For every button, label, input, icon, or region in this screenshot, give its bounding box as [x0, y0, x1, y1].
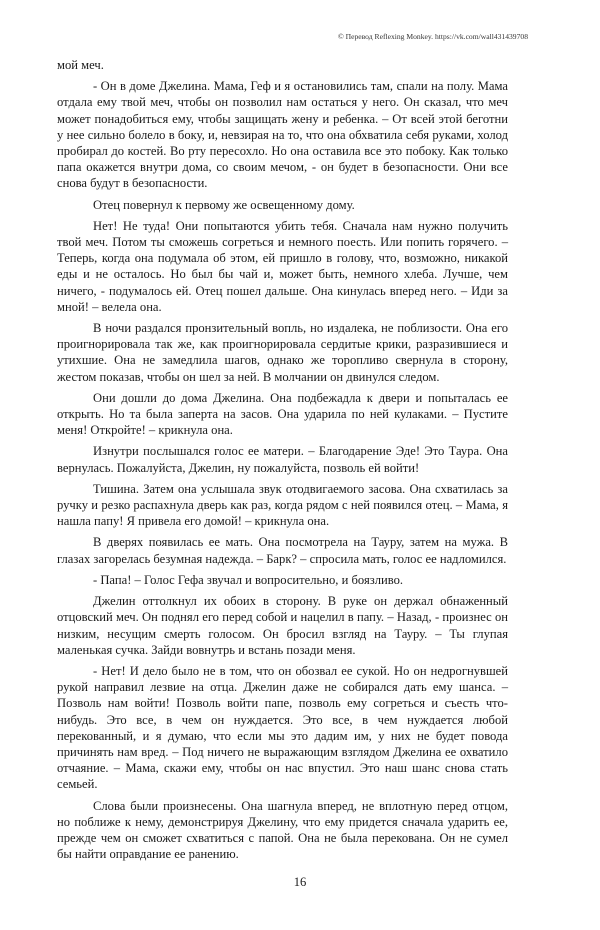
paragraph: - Папа! – Голос Гефа звучал и вопросительно, и боязливо.: [93, 572, 404, 587]
body-text: [57, 57, 508, 862]
paragraph: Тишина. Затем она услышала звук отодвигаемого засова. Она схватилась за ручку и резко распахнула дверь как раз, когда рядом с ней появился отец. – Мама, я нашла папу! Я привела его домой! – крикнула она.: [57, 481, 508, 529]
paragraph: Изнутри послышался голос ее матери. – Благодарение Эде! Это Таура. Она вернулась. Пожалуйста, Джелин, ну пожалуйста, позволь ей войти!: [57, 444, 508, 475]
paragraph: Они дошли до дома Джелина. Она подбежадла к двери и попыталась ее открыть. Но та была заперта на засов. Она ударила по ней кулаками. – Пустите меня! Откройте! – крикнула она.: [57, 390, 508, 438]
paragraph: Джелин оттолкнул их обоих в сторону. В руке он держал обнаженный отцовский меч. Он поднял его перед собой и нацелил в папу. – Назад, - произнес он низким, несущим смерть голосом. Он бросил взгляд на Тауру. – Ты глупая маленькая сучка. Зайди вовнутрь и встань позади меня.: [57, 594, 508, 657]
paragraph: Отец повернул к первому же освещенному дому.: [93, 197, 355, 212]
paragraph: Нет! Не туда! Они попытаются убить тебя. Сначала нам нужно получить твой меч. Потом ты сможешь согреться и немного поесть. Или попить горячего. – Теперь, когда она подумала об этом, ей пришло в голову, что, возможно, никакой еды и не осталось. Но был бы чай и, может быть, немного хлеба. Лучше, чем ничего, - подумалось ей. Отец пошел дальше. Она кинулась вперед него. – Иди за мной! – велела она.: [57, 218, 508, 314]
paragraph: В дверях появилась ее мать. Она посмотрела на Тауру, затем на мужа. В глазах загорелась безумная надежда. – Барк? – спросила мать, голос ее надломился.: [57, 535, 508, 566]
page-header-credit: © Перевод Reflexing Monkey. https://vk.com/wall431439708: [337, 32, 528, 41]
page-number: 16: [293, 875, 307, 890]
paragraph: Слова были произнесены. Она шагнула вперед, не вплотную перед отцом, но поближе к нему, демонстрируя Джелину, что ему придется сначала ударить ее, прежде чем он сможет схватиться с папой. Она не была перекована. Он не сумел бы найти оправдание ее ранению.: [57, 798, 508, 862]
paragraph: В ночи раздался пронзительный вопль, но издалека, не поблизости. Она его проигнорировала так же, как проигнорировала сердитые крики, разразившиеся и утихшие. Она не замедлила шагов, однако же торопливо свернула в сторону, жестом показав, чтобы он шел за ней. В молчании он двинулся следом.: [57, 321, 508, 384]
paragraph: - Он в доме Джелина. Мама, Геф и я остановились там, спали на полу. Мама отдала ему твой меч, чтобы он позволил нам остаться у него. Он сказал, что меч может понадобиться ему, чтобы защищать жену и ребенка. – От всей этой беготни у нее сильно болело в боку, и, невзирая на то, что она обхватила себя руками, холод пробирал до костей. Во рту пересохло. Но она оставила все это побоку. Как только папа окажется внутри дома, со своим мечом, - он будет в безопасности. Они все снова будут в безопасности.: [57, 79, 508, 191]
paragraph: - Нет! И дело было не в том, что он обозвал ее сукой. Но он недрогнувшей рукой направил лезвие на отца. Джелин даже не собирался дать ему шанса. – Позволь нам войти! Позволь войти папе, позволь ему согреться и съесть что-нибудь. Это все, в чем он нуждается. Это все, в чем нуждается любой перекованный, и я думаю, что если мы это дадим им, у них не будет повода причинять нам вред. – Под ничего не выражающим взглядом Джелина ее охватило отчаяние. – Мама, скажи ему, чтобы он нас впустил. Это наш шанс снова стать семьей.: [57, 663, 508, 792]
paragraph: мой меч.: [57, 58, 104, 72]
